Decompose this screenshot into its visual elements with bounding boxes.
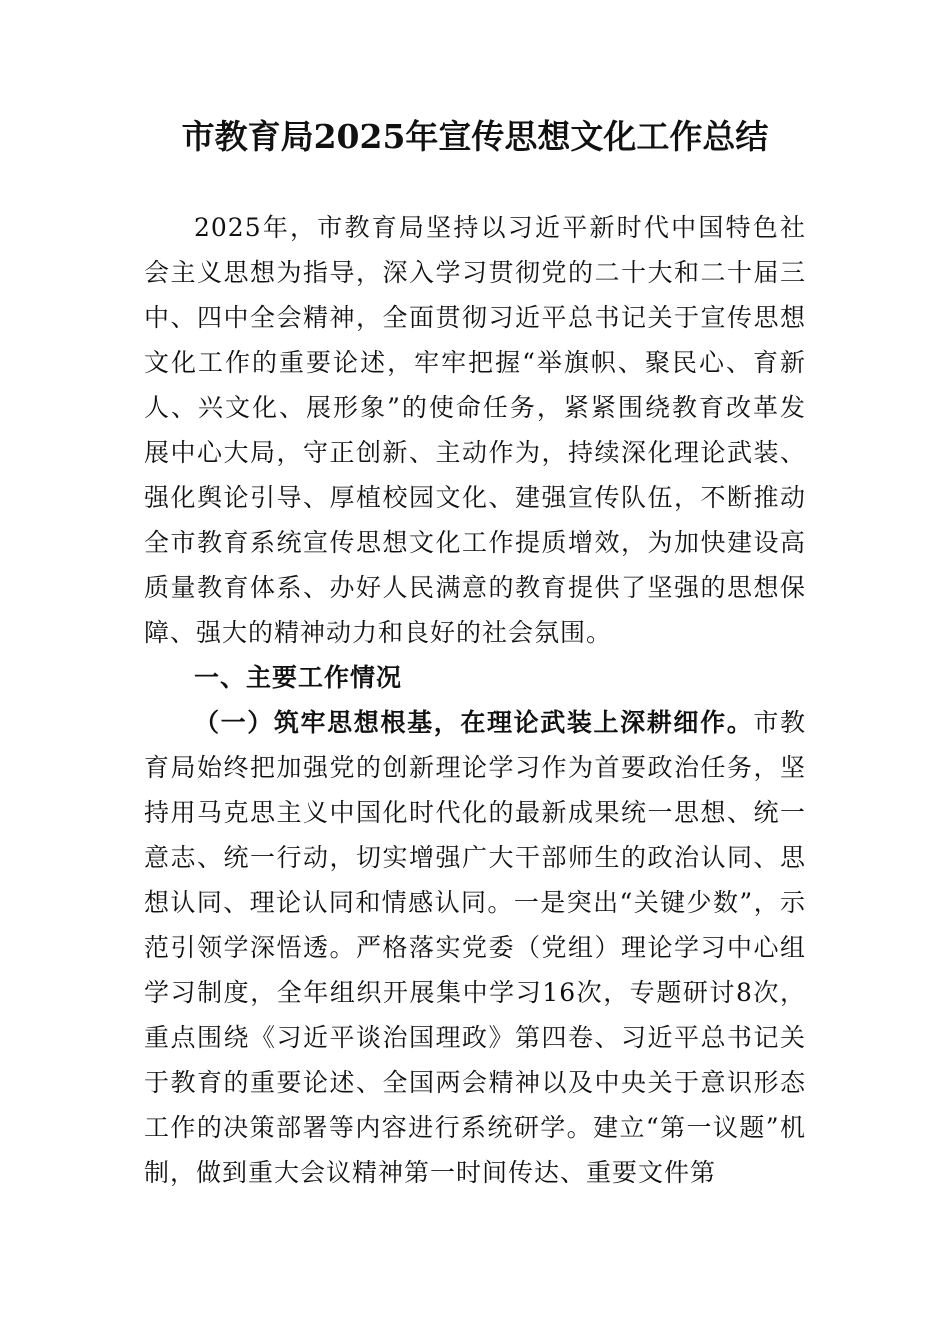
- document-body: [144, 205, 806, 1195]
- intro-paragraph: 2025年，市教育局坚持以习近平新时代中国特色社会主义思想为指导，深入学习贯彻党的二十大和二十届三中、四中全会精神，全面贯彻习近平总书记关于宣传思想文化工作的重要论述，牢牢把握“举旗帜、聚民心、育新人、兴文化、展形象”的使命任务，紧紧围绕教育改革发展中心大局，守正创新、主动作为，持续深化理论武装、强化舆论引导、厚植校园文化、建强宣传队伍，不断推动全市教育系统宣传思想文化工作提质增效，为加快建设高质量教育体系、办好人民满意的教育提供了坚强的思想保障、强大的精神动力和良好的社会氛围。: [144, 213, 806, 647]
- document-title: 市教育局2025年宣传思想文化工作总结: [181, 117, 769, 156]
- section-heading: 一、主要工作情况: [194, 663, 403, 692]
- subsection-text: 市教育局始终把加强党的创新理论学习作为首要政治任务，坚持用马克思主义中国化时代化的最新成果统一思想、统一意志、统一行动，切实增强广大干部师生的政治认同、思想认同、理论认同和情感认同。一是突出“关键少数”，示范引领学深悟透。严格落实党委（党组）理论学习中心组学习制度，全年组织开展集中学习16次，专题研讨8次，重点围绕《习近平谈治国理政》第四卷、习近平总书记关于教育的重要论述、全国两会精神以及中央关于意识形态工作的决策部署等内容进行系统研学。建立“第一议题”机制，做到重大会议精神第一时间传达、重要文件第: [144, 708, 806, 1187]
- subsection-paragraph: [144, 700, 806, 1195]
- subsection-heading: （一）筑牢思想根基，在理论武装上深耕细作。: [194, 708, 754, 737]
